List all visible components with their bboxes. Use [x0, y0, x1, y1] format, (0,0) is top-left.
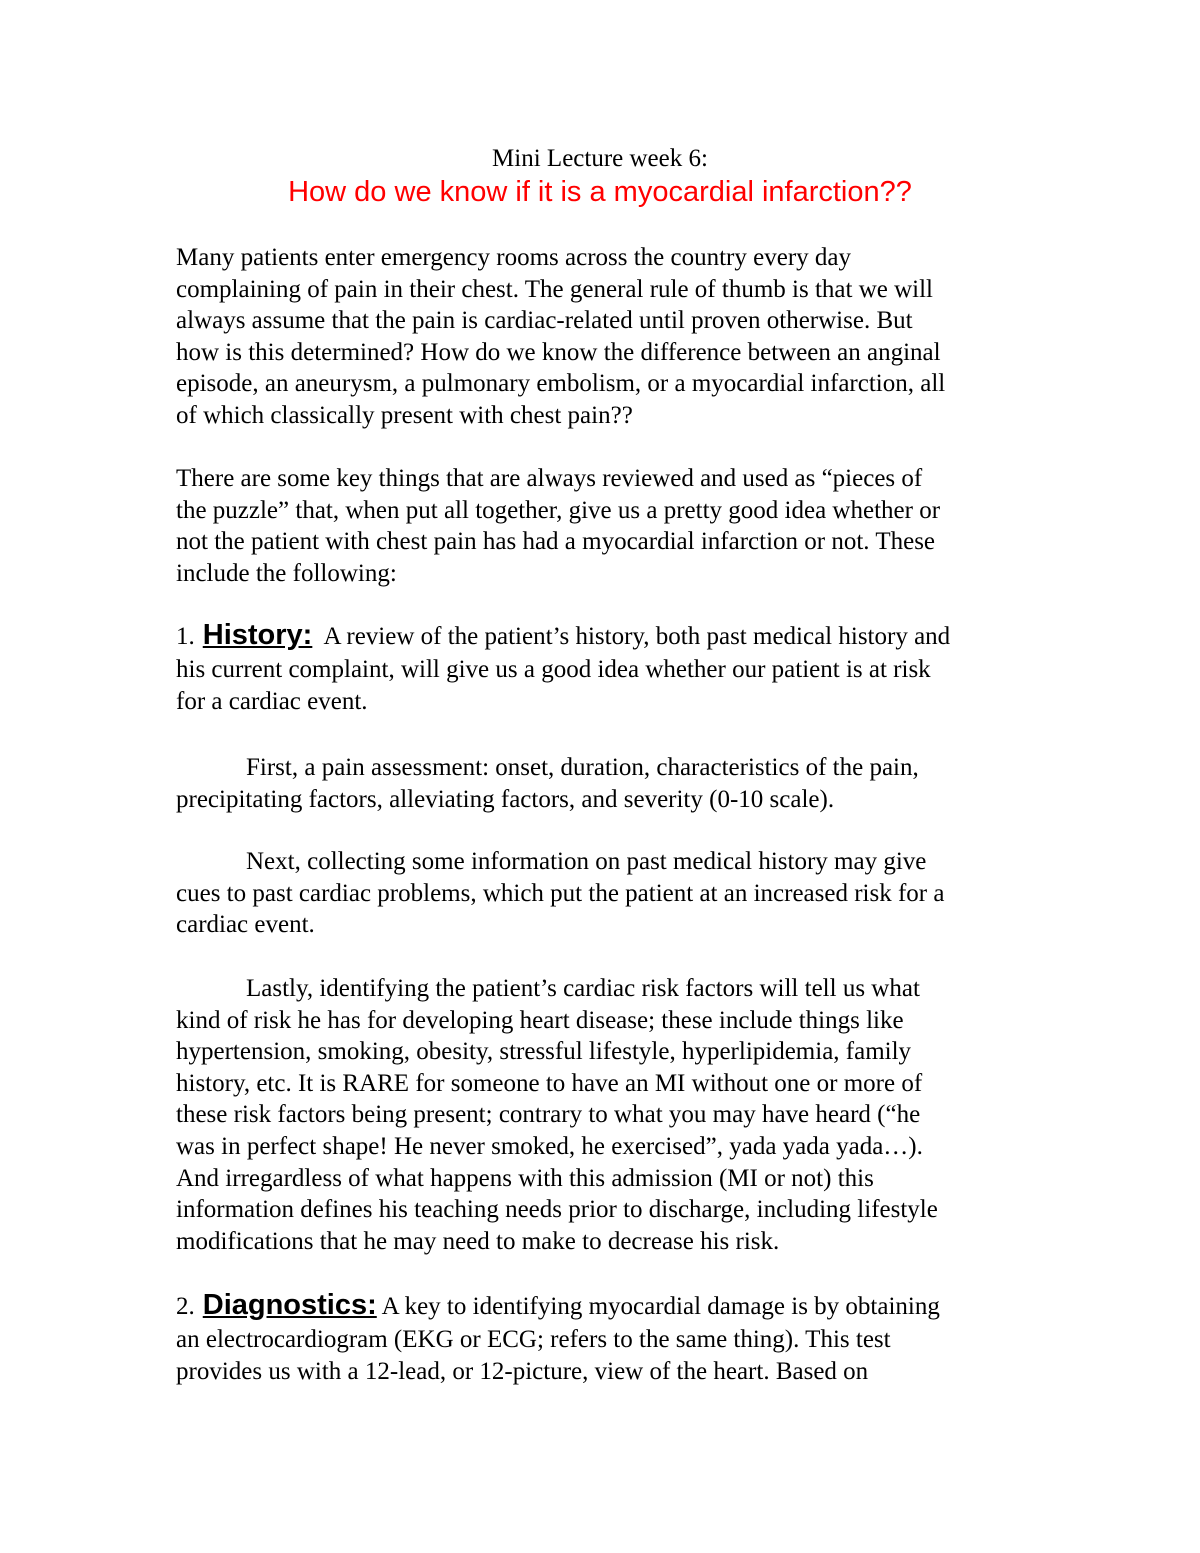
text-line: was in perfect shape! He never smoked, he exercised”, yada yada yada…).	[176, 1132, 923, 1160]
text-line: Next, collecting some information on past medical history may give	[246, 848, 927, 875]
text-line: the puzzle” that, when put all together, give us a pretty good idea whether or	[176, 496, 941, 524]
lecture-title: Mini Lecture week 6:	[492, 145, 708, 172]
text-line: cardiac event.	[176, 911, 315, 939]
section-diagnostics	[176, 1290, 1036, 1387]
text-fragment: A review of the patient’s history, both past medical history and	[312, 623, 951, 650]
section-history-first-line	[176, 620, 1036, 654]
pain-assessment-paragraph	[176, 752, 1036, 815]
text-line: complaining of pain in their chest. The general rule of thumb is that we will	[176, 275, 933, 303]
lecture-question: How do we know if it is a myocardial infarction??	[288, 176, 912, 208]
text-line: First, a pain assessment: onset, duration, characteristics of the pain,	[246, 754, 919, 781]
text-line: his current complaint, will give us a good idea whether our patient is at risk	[176, 656, 931, 683]
text-line: information defines his teaching needs prior to discharge, including lifestyle	[176, 1196, 938, 1224]
text-line: provides us with a 12-lead, or 12-picture, view of the heart. Based on	[176, 1357, 869, 1385]
text-line: cues to past cardiac problems, which put the patient at an increased risk for a	[176, 879, 945, 907]
intro-paragraph	[176, 242, 1036, 432]
text-line: include the following:	[176, 559, 397, 587]
section-history	[176, 620, 1036, 717]
text-fragment: A key to identifying myocardial damage is by obtaining	[376, 1293, 940, 1320]
text-line: Many patients enter emergency rooms across the country every day	[176, 244, 851, 271]
section-diagnostics-first-line	[176, 1290, 1036, 1324]
text-line: There are some key things that are always reviewed and used as “pieces of	[176, 465, 923, 492]
text-line: always assume that the pain is cardiac-related until proven otherwise. But	[176, 307, 913, 335]
text-line: of which classically present with chest pain??	[176, 401, 633, 429]
text-line: kind of risk he has for developing heart disease; these include things like	[176, 1006, 904, 1034]
section-heading-history: History:	[202, 619, 313, 651]
text-line: Lastly, identifying the patient’s cardiac risk factors will tell us what	[246, 975, 920, 1002]
section-number: 1.	[176, 623, 195, 650]
text-line: these risk factors being present; contrary to what you may have heard (“he	[176, 1101, 921, 1129]
text-line: modifications that he may need to make to decrease his risk.	[176, 1227, 780, 1255]
section-number: 2.	[176, 1293, 195, 1320]
text-line: not the patient with chest pain has had a myocardial infarction or not. These	[176, 528, 936, 556]
section-heading-diagnostics: Diagnostics:	[202, 1289, 377, 1321]
medical-history-paragraph	[176, 846, 1036, 941]
puzzle-paragraph	[176, 463, 1036, 589]
text-line: an electrocardiogram (EKG or ECG; refers to the same thing). This test	[176, 1326, 891, 1353]
text-line: for a cardiac event.	[176, 687, 368, 715]
text-line: history, etc. It is RARE for someone to have an MI without one or more of	[176, 1069, 923, 1097]
text-line: episode, an aneurysm, a pulmonary embolism, or a myocardial infarction, all	[176, 370, 946, 398]
text-line: hypertension, smoking, obesity, stressful lifestyle, hyperlipidemia, family	[176, 1038, 912, 1066]
text-line: how is this determined? How do we know the difference between an anginal	[176, 338, 941, 366]
risk-factors-paragraph	[176, 973, 1036, 1257]
text-line: precipitating factors, alleviating factors, and severity (0-10 scale).	[176, 785, 835, 813]
text-line: And irregardless of what happens with this admission (MI or not) this	[176, 1164, 874, 1192]
